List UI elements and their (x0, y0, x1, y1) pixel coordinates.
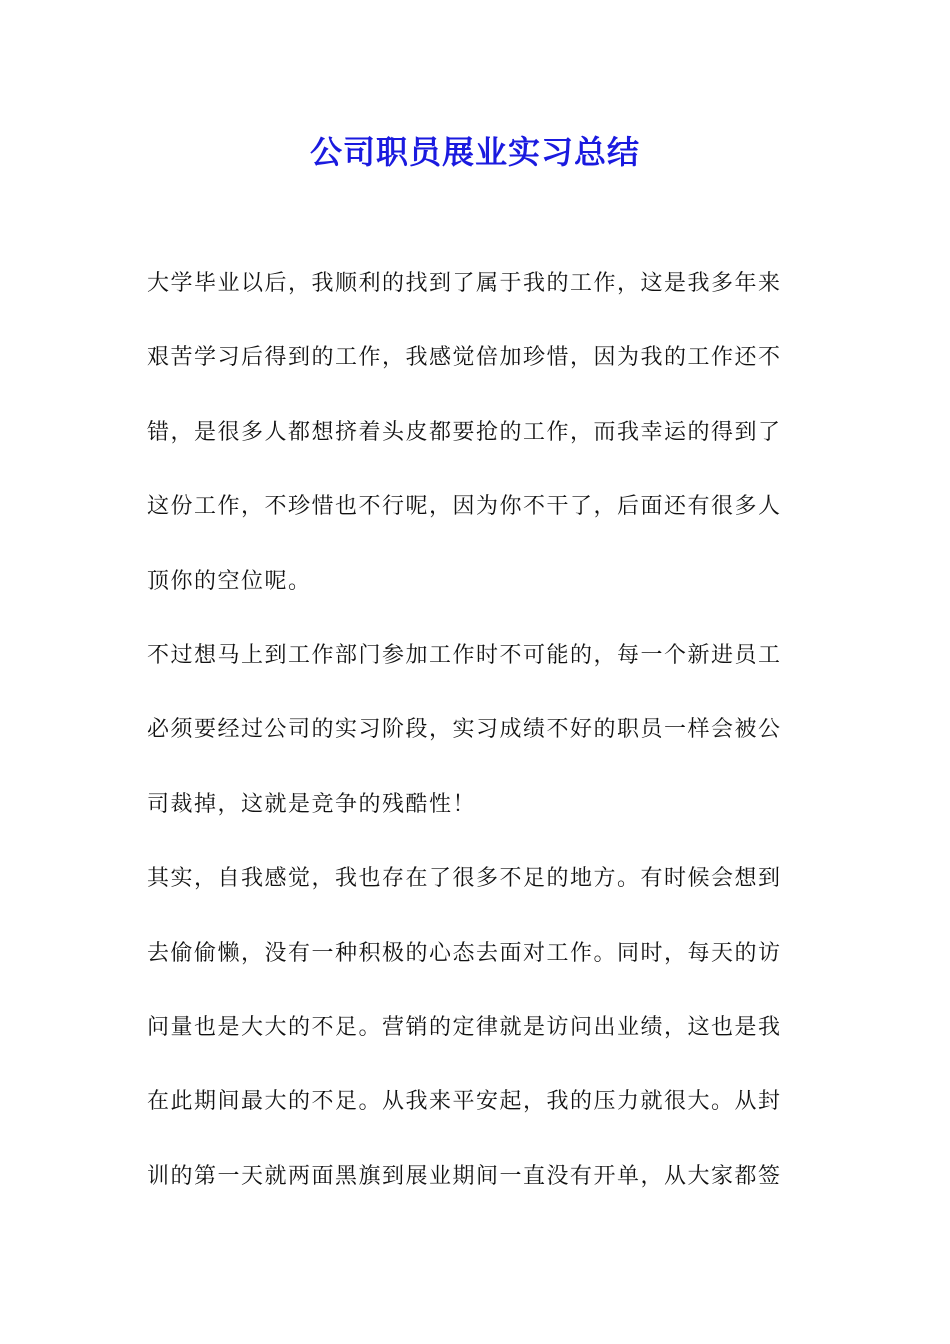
text-line: 在此期间最大的不足。从我来平安起，我的压力就很大。从封 (147, 1089, 782, 1115)
text-line: 必须要经过公司的实习阶段，实习成绩不好的职员一样会被公 (147, 717, 782, 743)
text-line: 顶你的空位呢。 (147, 568, 312, 594)
text-line: 问量也是大大的不足。营销的定律就是访问出业绩，这也是我 (147, 1014, 782, 1040)
text-line: 艰苦学习后得到的工作，我感觉倍加珍惜，因为我的工作还不 (147, 345, 782, 371)
text-line: 错，是很多人都想挤着头皮都要抢的工作，而我幸运的得到了 (147, 419, 782, 445)
text-line: 司裁掉，这就是竞争的残酷性！ (147, 791, 477, 817)
text-line: 其实，自我感觉，我也存在了很多不足的地方。有时候会想到 (147, 866, 782, 892)
document-title: 公司职员展业实习总结 (309, 133, 640, 171)
text-line: 训的第一天就两面黑旗到展业期间一直没有开单，从大家都签 (147, 1163, 782, 1189)
text-line: 这份工作，不珍惜也不行呢，因为你不干了，后面还有很多人 (147, 494, 782, 520)
text-line: 大学毕业以后，我顺利的找到了属于我的工作，这是我多年来 (147, 271, 782, 296)
text-line: 去偷偷懒，没有一种积极的心态去面对工作。同时，每天的访 (147, 940, 782, 966)
document-body (147, 262, 807, 1229)
text-line: 不过想马上到工作部门参加工作时不可能的，每一个新进员工 (147, 642, 782, 668)
